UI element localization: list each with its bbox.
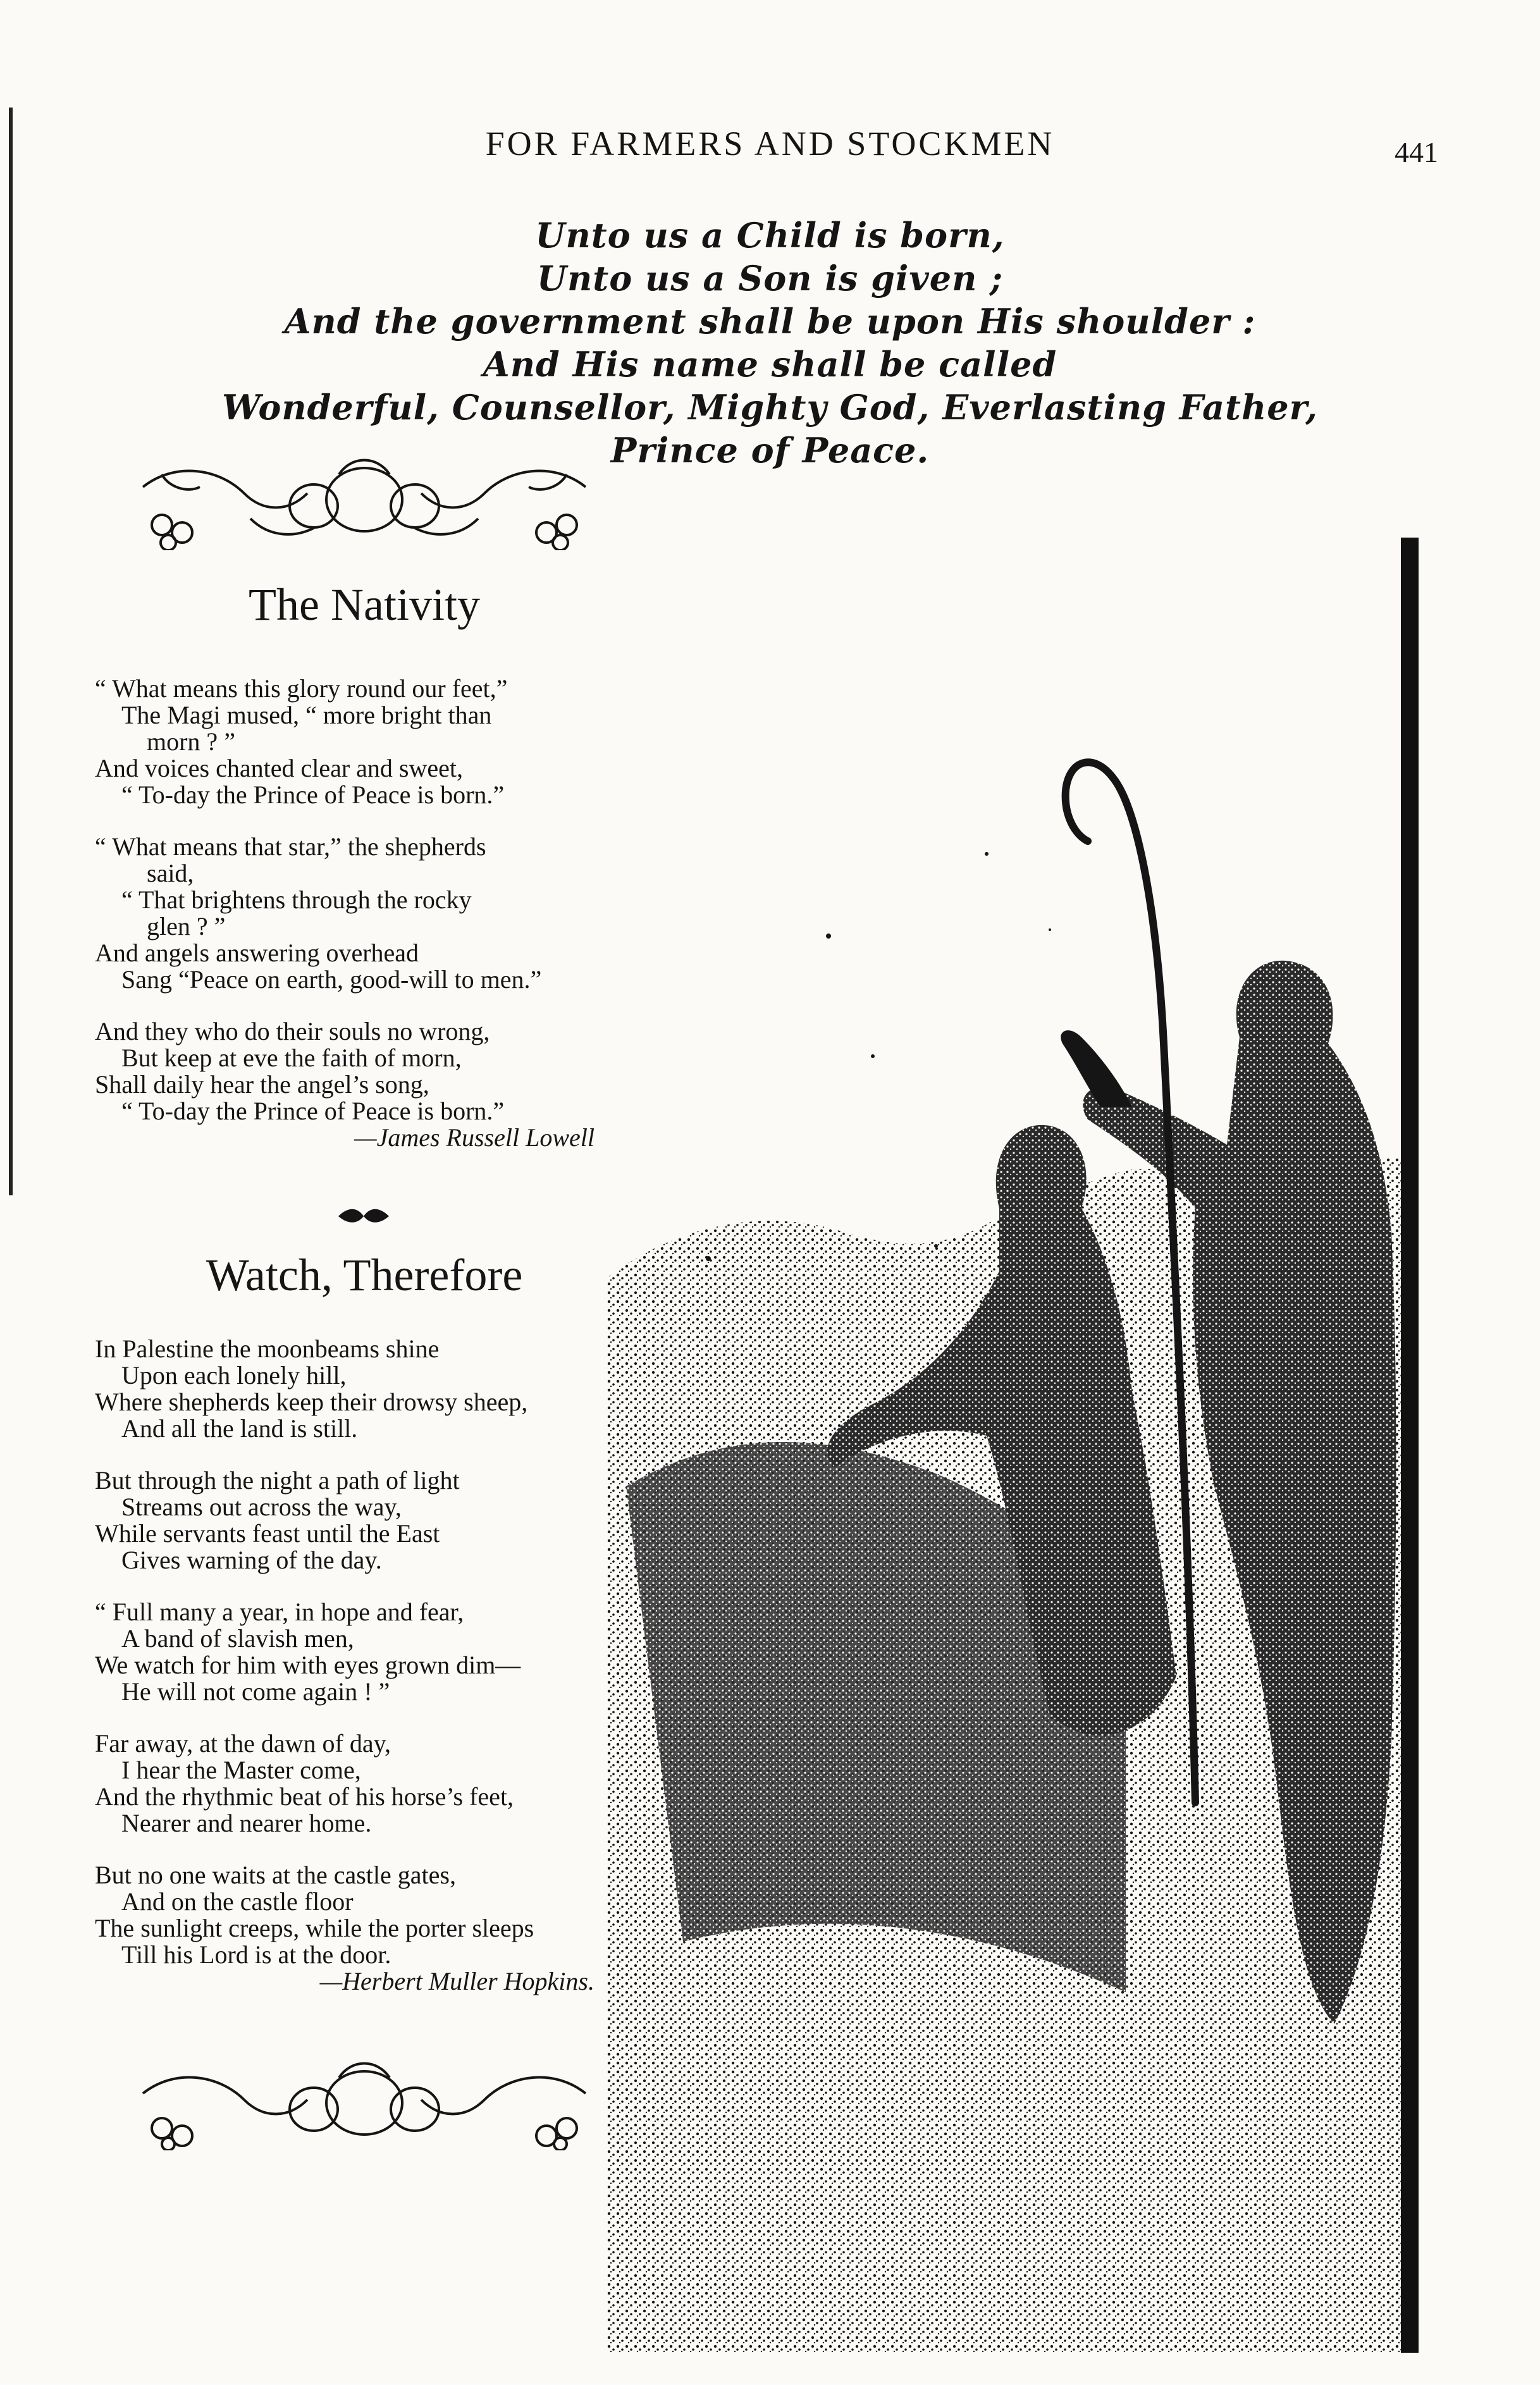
poem-line: Till his Lord is at the door. bbox=[121, 1940, 391, 1969]
poem-line: Sang “Peace on earth, good-will to men.” bbox=[121, 965, 542, 994]
poem-line: Upon each lonely hill, bbox=[121, 1361, 347, 1390]
poem-line: And angels answering overhead bbox=[95, 939, 419, 967]
poem-line: But keep at eve the faith of morn, bbox=[121, 1044, 462, 1072]
leaf-dingbat-icon bbox=[335, 1207, 392, 1226]
poem-line: “ To-day the Prince of Peace is born.” bbox=[121, 780, 505, 809]
poem-line: “ What means that star,” the shepherds bbox=[95, 832, 486, 861]
poem-line: The sunlight creeps, while the porter sleeps bbox=[95, 1914, 534, 1942]
poem-watch-therefore bbox=[95, 1336, 613, 1995]
poem-line: “ To-day the Prince of Peace is born.” bbox=[121, 1097, 505, 1125]
poem-line: And the rhythmic beat of his horse’s feet, bbox=[95, 1782, 514, 1811]
running-head: FOR FARMERS AND STOCKMEN bbox=[485, 125, 1055, 163]
poem-line: Streams out across the way, bbox=[121, 1493, 402, 1521]
epigraph-line: Wonderful, Counsellor, Mighty God, Everlasting Father, bbox=[222, 387, 1318, 428]
poem-line: “ That brightens through the rocky bbox=[121, 885, 472, 914]
poem-line: And they who do their souls no wrong, bbox=[95, 1017, 490, 1045]
epigraph-line: And His name shall be called bbox=[483, 344, 1057, 385]
shepherds-illustration bbox=[607, 538, 1448, 2353]
poem-attribution: —Herbert Muller Hopkins. bbox=[319, 1967, 594, 1995]
epigraph-line: Unto us a Child is born, bbox=[535, 215, 1005, 256]
epigraph-line: Prince of Peace. bbox=[610, 430, 930, 471]
poem-line: Shall daily hear the angel’s song, bbox=[95, 1070, 429, 1099]
poem-line: Nearer and nearer home. bbox=[121, 1809, 372, 1837]
poem-line: We watch for him with eyes grown dim— bbox=[95, 1651, 521, 1679]
poem-line: But no one waits at the castle gates, bbox=[95, 1861, 456, 1889]
poem-line: The Magi mused, “ more bright than bbox=[121, 701, 492, 729]
poem-line: “ What means this glory round our feet,” bbox=[95, 674, 508, 703]
epigraph bbox=[0, 214, 1540, 472]
poem-title-nativity: The Nativity bbox=[249, 579, 480, 630]
poem-line: And on the castle floor bbox=[121, 1887, 354, 1916]
poem-nativity bbox=[95, 675, 613, 1151]
floral-ornament-icon bbox=[124, 449, 605, 550]
floral-ornament-icon bbox=[124, 2049, 605, 2150]
poem-line: Where shepherds keep their drowsy sheep, bbox=[95, 1388, 528, 1416]
illustration-edge-rule bbox=[1401, 538, 1419, 2353]
poem-line: He will not come again ! ” bbox=[121, 1677, 390, 1706]
poem-line: glen ? ” bbox=[147, 912, 226, 940]
poem-line: In Palestine the moonbeams shine bbox=[95, 1334, 440, 1363]
poem-line: I hear the Master come, bbox=[121, 1756, 361, 1784]
poem-title-watch: Watch, Therefore bbox=[206, 1250, 523, 1300]
poem-line: But through the night a path of light bbox=[95, 1466, 460, 1494]
poem-attribution: —James Russell Lowell bbox=[354, 1123, 594, 1152]
poem-line: Far away, at the dawn of day, bbox=[95, 1729, 391, 1758]
poem-line: And all the land is still. bbox=[121, 1414, 358, 1443]
epigraph-line: Unto us a Son is given ; bbox=[536, 258, 1004, 299]
poem-line: A band of slavish men, bbox=[121, 1624, 354, 1653]
poem-line: While servants feast until the East bbox=[95, 1519, 440, 1548]
poem-line: “ Full many a year, in hope and fear, bbox=[95, 1598, 464, 1626]
page-number: 441 bbox=[1395, 136, 1438, 168]
poem-line: Gives warning of the day. bbox=[121, 1546, 382, 1574]
poem-line: morn ? ” bbox=[147, 727, 235, 756]
poem-line: And voices chanted clear and sweet, bbox=[95, 754, 463, 782]
epigraph-line: And the government shall be upon His shoulder : bbox=[284, 301, 1256, 342]
poem-line: said, bbox=[147, 859, 194, 887]
